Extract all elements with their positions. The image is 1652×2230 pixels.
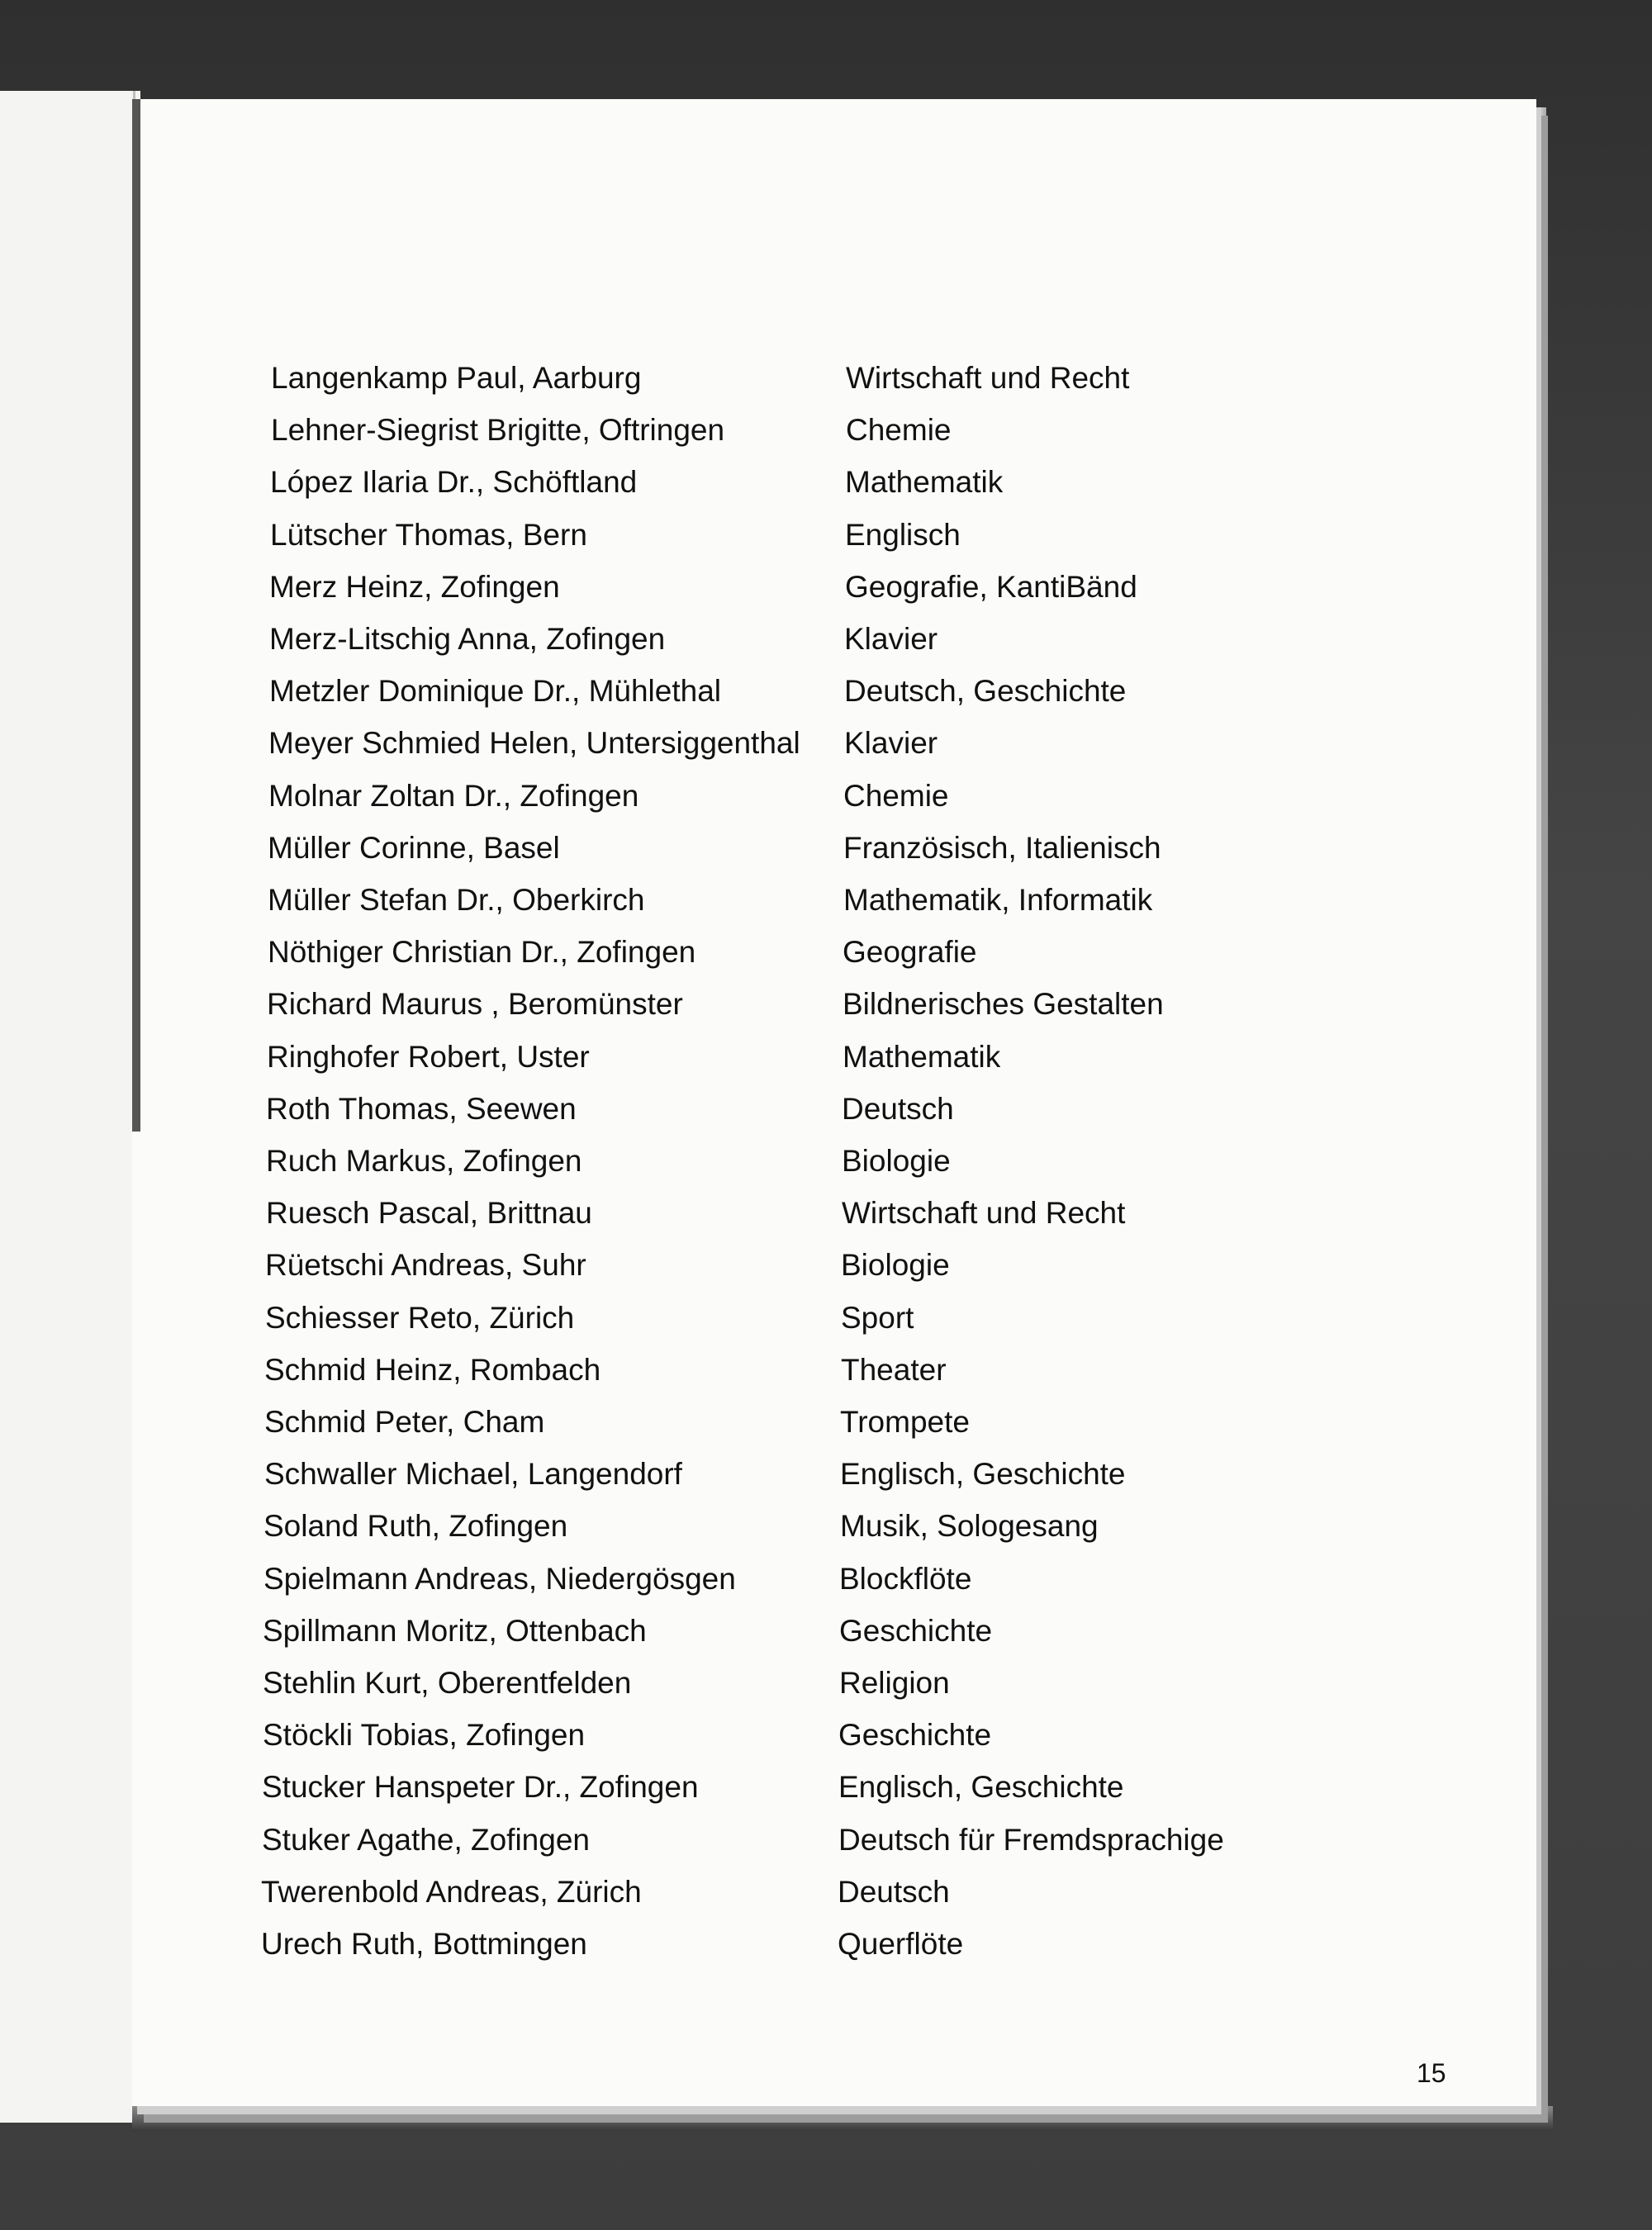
staff-name: Lütscher Thomas, Bern (270, 518, 587, 552)
staff-subject: Theater (841, 1353, 947, 1387)
staff-subject: Deutsch (842, 1092, 954, 1126)
staff-name: Schmid Peter, Cham (264, 1405, 545, 1439)
staff-name: Richard Maurus , Beromünster (267, 987, 683, 1021)
staff-subject: Musik, Sologesang (840, 1509, 1099, 1543)
staff-name: Schwaller Michael, Langendorf (264, 1457, 682, 1491)
staff-subject: Mathematik (843, 1040, 1001, 1074)
staff-subject: Chemie (846, 413, 952, 447)
staff-name: Schmid Heinz, Rombach (264, 1353, 601, 1387)
staff-subject: Trompete (840, 1405, 970, 1439)
staff-subject: Biologie (841, 1248, 950, 1282)
staff-subject: Klavier (844, 726, 938, 760)
staff-subject: Geografie, KantiBänd (845, 570, 1137, 604)
staff-subject: Sport (841, 1301, 914, 1335)
staff-name: Müller Stefan Dr., Oberkirch (268, 883, 645, 917)
staff-subject: Geschichte (838, 1718, 992, 1752)
staff-subject: Klavier (844, 622, 938, 656)
staff-name: Lehner-Siegrist Brigitte, Oftringen (271, 413, 725, 447)
staff-subject: Deutsch (838, 1875, 950, 1909)
staff-name: Spielmann Andreas, Niedergösgen (263, 1562, 736, 1596)
staff-name: López Ilaria Dr., Schöftland (270, 465, 638, 499)
staff-name: Ruch Markus, Zofingen (266, 1144, 582, 1178)
staff-subject: Biologie (842, 1144, 951, 1178)
staff-subject: Blockflöte (839, 1562, 972, 1596)
staff-subject: Deutsch für Fremdsprachige (838, 1823, 1224, 1857)
staff-name: Spillmann Moritz, Ottenbach (263, 1614, 647, 1648)
staff-subject: Wirtschaft und Recht (842, 1196, 1126, 1230)
staff-name: Stöckli Tobias, Zofingen (263, 1718, 586, 1752)
staff-name: Rüetschi Andreas, Suhr (265, 1248, 586, 1282)
staff-subject: Mathematik, Informatik (843, 883, 1153, 917)
staff-name: Stuker Agathe, Zofingen (262, 1823, 590, 1857)
page-number: 15 (1417, 2058, 1446, 2088)
staff-name: Metzler Dominique Dr., Mühlethal (269, 674, 721, 708)
staff-name: Roth Thomas, Seewen (266, 1092, 577, 1126)
staff-name: Soland Ruth, Zofingen (263, 1509, 568, 1543)
staff-name: Langenkamp Paul, Aarburg (271, 361, 642, 395)
staff-name: Molnar Zoltan Dr., Zofingen (268, 779, 639, 813)
staff-name: Nöthiger Christian Dr., Zofingen (268, 935, 696, 969)
staff-subject: Englisch, Geschichte (838, 1770, 1124, 1804)
staff-name: Stehlin Kurt, Oberentfelden (263, 1666, 632, 1700)
staff-name: Meyer Schmied Helen, Untersiggenthal (268, 726, 800, 760)
staff-name: Urech Ruth, Bottmingen (261, 1927, 587, 1961)
staff-subject: Bildnerisches Gestalten (843, 987, 1164, 1021)
staff-subject: Geografie (843, 935, 977, 969)
staff-subject: Englisch (845, 518, 961, 552)
staff-name: Stucker Hanspeter Dr., Zofingen (262, 1770, 699, 1804)
staff-name: Merz-Litschig Anna, Zofingen (269, 622, 666, 656)
staff-subject: Wirtschaft und Recht (846, 361, 1130, 395)
staff-subject: Mathematik (845, 465, 1004, 499)
staff-subject: Chemie (843, 779, 949, 813)
staff-subject: Querflöte (838, 1927, 964, 1961)
staff-name: Schiesser Reto, Zürich (265, 1301, 575, 1335)
staff-subject: Deutsch, Geschichte (844, 674, 1127, 708)
staff-subject: Geschichte (839, 1614, 993, 1648)
staff-subject: Religion (839, 1666, 950, 1700)
staff-name: Müller Corinne, Basel (268, 831, 560, 865)
staff-name: Merz Heinz, Zofingen (269, 570, 560, 604)
staff-subject: Englisch, Geschichte (840, 1457, 1126, 1491)
staff-subject: Französisch, Italienisch (843, 831, 1161, 865)
staff-name: Twerenbold Andreas, Zürich (261, 1875, 642, 1909)
staff-name: Ringhofer Robert, Uster (267, 1040, 590, 1074)
staff-name: Ruesch Pascal, Brittnau (266, 1196, 592, 1230)
